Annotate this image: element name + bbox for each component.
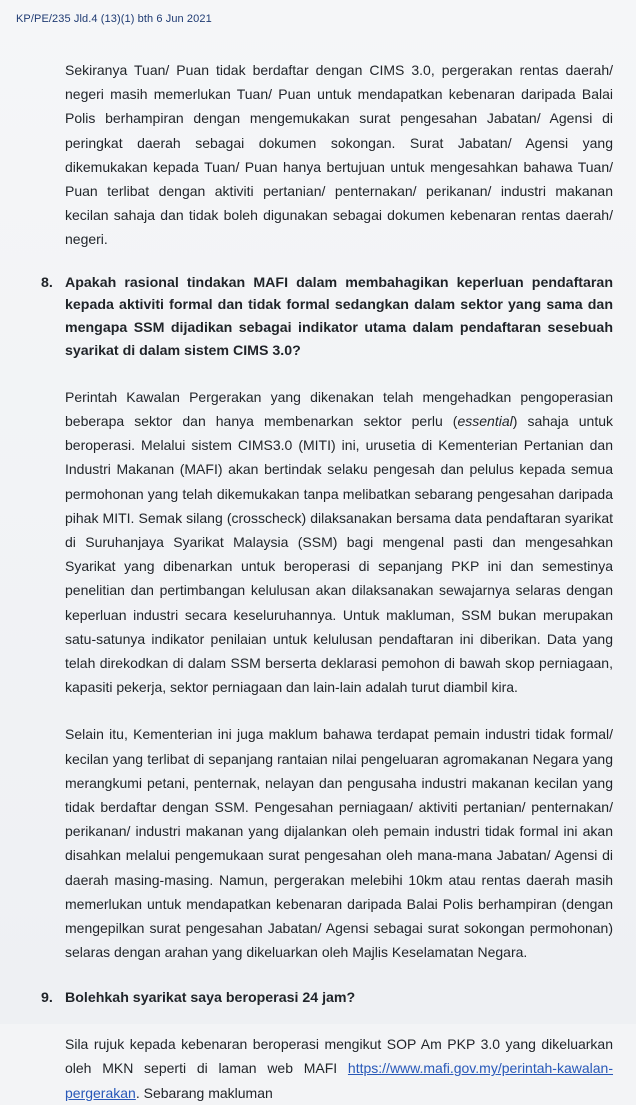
question-8-number: 8. <box>41 274 53 291</box>
answer-9-start: Sila rujuk kepada kebenaran beroperasi mengikut SOP Am PKP 3.0 yang dikeluarkan oleh MKN seperti di laman web MAFI <box>65 1036 613 1077</box>
question-9-text: Bolehkah syarikat saya beroperasi 24 jam? <box>65 990 356 1007</box>
answer-9-paragraph <box>65 1032 613 1105</box>
intro-paragraph: Sekiranya Tuan/ Puan tidak berdaftar dengan CIMS 3.0, pergerakan rentas daerah/ negeri masih memerlukan Tuan/ Puan untuk mendapatkan kebenaran daripada Balai Polis berhampiran dengan mengemukakan surat pengesahan Jabatan/ Agensi di peringkat daerah sebagai dokumen sokongan. Surat Jabatan/ Agensi yang dikemukakan kepada Tuan/ Puan hanya bertujuan untuk mengesahkan bahawa Tuan/ Puan terlibat dengan aktiviti pertanian/ penternakan/ perikanan/ industri makanan kecilan sahaja dan tidak boleh digunakan sebagai dokumen kebenaran rentas daerah/ negeri. <box>65 62 613 248</box>
question-9-number: 9. <box>41 990 53 1007</box>
answer-9-end: . Sebarang makluman <box>135 1084 273 1101</box>
question-8 <box>41 272 613 363</box>
answer-8-paragraph-2: Selain itu, Kementerian ini juga maklum bahawa terdapat pemain industri tidak formal/ kecilan yang terlibat di sepanjang rantaian nilai pengeluaran agromakanan Negara yang merangkumi petani, penternak, nelayan dan pengusaha industri makanan kecilan yang tidak berdaftar dengan SSM. Pengesahan perniagaan/ aktiviti pertanian/ penternakan/ perikanan/ industri makanan yang dijalankan oleh pemain industri tidak formal ini akan disahkan melalui pengemukaan surat pengesahan oleh mana-mana Jabatan/ Agensi di daerah masing-masing. Namun, pergerakan melebihi 10km atau rentas daerah masih memerlukan untuk mendapatkan kebenaran daripada Balai Polis berhampiran (dengan mengepilkan surat pengesahan Jabatan/ Agensi sebagai surat sokongan permohonan) selaras dengan arahan yang dikeluarkan oleh Majlis Keselamatan Negara. <box>65 726 613 961</box>
question-8-text: Apakah rasional tindakan MAFI dalam membahagikan keperluan pendaftaran kepada aktiviti formal dan tidak formal sedangkan dalam sektor yang sama dan mengapa SSM dijadikan sebagai indikator utama dalam pendaftaran sesebuah syarikat di dalam sistem CIMS 3.0? <box>65 274 613 360</box>
answer-8-p1-start: Perintah Kawalan Pergerakan yang dikenakan telah mengehadkan pengoperasian beberapa sektor dan hanya membenarkan sektor perlu ( <box>65 388 613 430</box>
mafi-pkp-link[interactable]: https://www.mafi.gov.my/perintah-kawalan-pergerakan <box>65 1060 613 1101</box>
answer-8-p1-end: ) sahaja untuk beroperasi. Melalui sistem CIMS3.0 (MITI) ini, urusetia di Kementerian Pertanian dan Industri Makanan (MAFI) akan bertindak selaku pengesah dan pelulus kepada semua permohonan yang telah dikemukakan tanpa melibatkan sebarang pengesahan daripada pihak MITI. Semak silang (crosscheck) dilaksanakan bersama data pendaftaran syarikat di Suruhanjaya Syarikat Malaysia (SSM) bagi mengenal pasti dan mengesahkan Syarikat yang dibenarkan untuk beroperasi di sepanjang PKP ini dan semestinya penelitian dan pertimbangan kelulusan akan dilaksanakan sewajarnya selaras dengan keperluan industri secara keseluruhannya. Untuk makluman, SSM bukan merupakan satu-satunya indikator penilaian untuk kelulusan pendaftaran ini diberikan. Data yang telah direkodkan di dalam SSM berserta deklarasi pemohon di bawah skop perniagaan, kapasiti pekerja, sektor perniagaan dan lain-lain adalah turut diambil kira. <box>65 413 613 696</box>
document-content <box>41 58 613 1105</box>
question-9 <box>41 987 613 1010</box>
document-reference: KP/PE/235 Jld.4 (13)(1) bth 6 Jun 2021 <box>16 13 212 25</box>
answer-8-p1-italic: essential <box>457 413 513 430</box>
answer-8-paragraph-1 <box>65 385 613 700</box>
